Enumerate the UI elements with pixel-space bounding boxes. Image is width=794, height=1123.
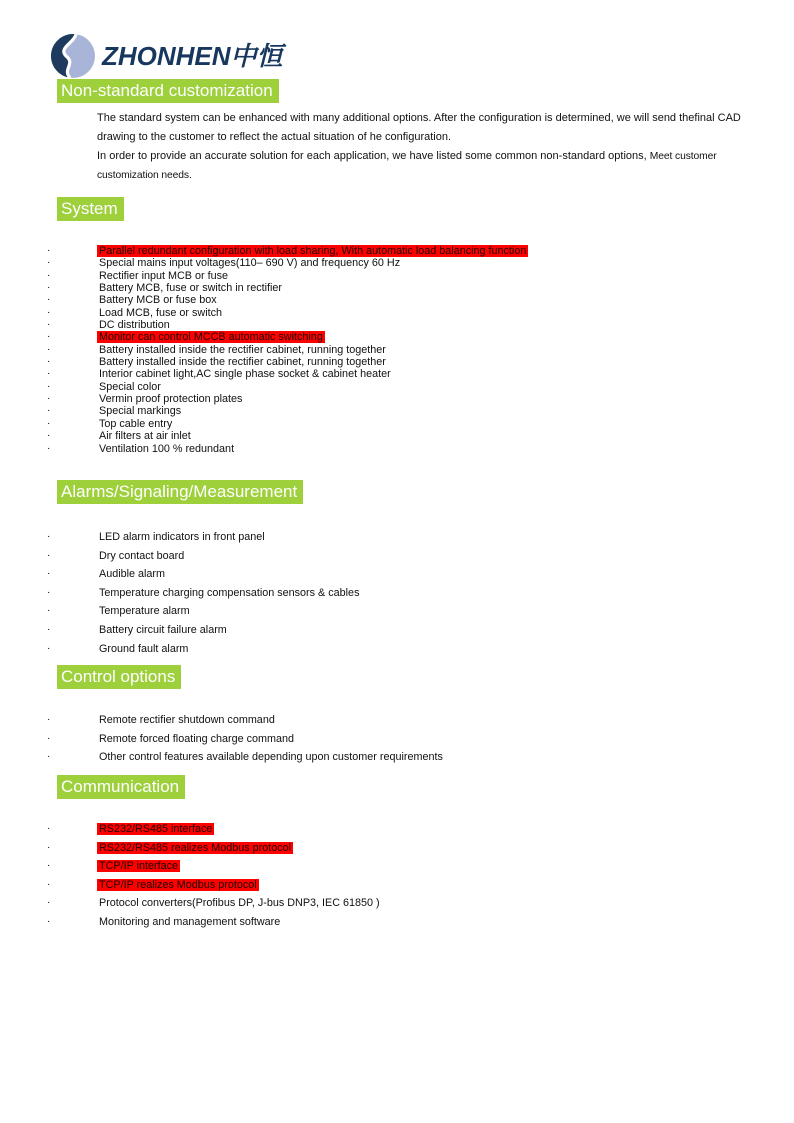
bullet-icon: ·: [47, 269, 51, 281]
list-item: [47, 839, 382, 858]
list-item-text: Audible alarm: [99, 568, 166, 581]
bullet-icon: ·: [47, 915, 51, 927]
bullet-icon: ·: [47, 586, 51, 598]
intro-paragraph: [97, 109, 741, 185]
bullet-icon: ·: [47, 430, 51, 442]
list-item-text: Monitor can control MCCB automatic switching: [99, 331, 323, 344]
list-item-text: Top cable entry: [99, 417, 173, 430]
list-item-text: Battery installed inside the rectifier cabinet, running together: [99, 343, 386, 356]
list-item-text: Battery installed inside the rectifier cabinet, running together: [99, 356, 386, 369]
heading-system: System: [57, 197, 124, 221]
bullet-icon: ·: [47, 860, 51, 872]
list-item: [47, 430, 528, 442]
list-item: [47, 282, 528, 294]
paragraph-line: [97, 166, 722, 185]
control-options-list: [47, 711, 445, 767]
bullet-icon: ·: [47, 897, 51, 909]
communication-list: [47, 820, 382, 932]
list-item: [47, 319, 528, 331]
heading-non-standard-customization: Non-standard customization: [57, 79, 279, 103]
heading-alarms-signaling-measurement: Alarms/Signaling/Measurement: [57, 480, 303, 504]
bullet-icon: ·: [47, 623, 51, 635]
bullet-icon: ·: [47, 343, 51, 355]
list-item: [47, 294, 528, 306]
paragraph-text-alt: Meet customer: [649, 151, 717, 162]
paragraph-line: drawing to the customer to reflect the actual situation of he configuration.: [97, 131, 452, 143]
list-item: [47, 894, 382, 913]
bullet-icon: ·: [47, 714, 51, 725]
list-item: [47, 245, 528, 257]
list-item: [47, 640, 361, 659]
bullet-icon: ·: [47, 393, 51, 405]
list-item-text: Monitoring and management software: [99, 915, 281, 928]
list-item: [47, 393, 528, 405]
heading-control-options: Control options: [57, 665, 181, 689]
bullet-icon: ·: [47, 841, 51, 853]
bullet-icon: ·: [47, 282, 51, 294]
list-item-text: Remote forced floating charge command: [99, 732, 295, 745]
list-item-text: Other control features available depending upon customer requirements: [99, 751, 443, 764]
bullet-icon: ·: [47, 417, 51, 429]
bullet-icon: ·: [47, 549, 51, 561]
logo-mark-icon: [50, 33, 96, 79]
heading-communication: Communication: [57, 775, 185, 799]
paragraph-line: The standard system can be enhanced with many additional options. After the configuration is determined, we will send thefinal CAD: [97, 112, 741, 124]
list-item: [47, 368, 528, 380]
bullet-icon: ·: [47, 356, 51, 368]
logo: [50, 33, 283, 79]
bullet-icon: ·: [47, 732, 51, 744]
bullet-icon: ·: [47, 605, 51, 617]
list-item: [47, 730, 445, 749]
list-item: [47, 443, 528, 455]
bullet-icon: ·: [47, 331, 51, 343]
bullet-icon: ·: [47, 751, 51, 763]
list-item: [47, 547, 361, 566]
brand-wordmark: ZHONHEN中恒: [102, 41, 283, 71]
list-item-text: Battery circuit failure alarm: [99, 623, 227, 636]
list-item-text: Special markings: [99, 405, 182, 418]
list-item-text: RS232/RS485 realizes Modbus protocol: [99, 841, 292, 854]
list-item: [47, 381, 528, 393]
bullet-icon: ·: [47, 823, 51, 834]
bullet-icon: ·: [47, 245, 51, 256]
paragraph-line: [97, 147, 722, 166]
bullet-icon: ·: [47, 568, 51, 580]
list-item-text: Special color: [99, 380, 161, 393]
system-list: [47, 245, 528, 455]
list-item: [47, 857, 382, 876]
bullet-icon: ·: [47, 306, 51, 318]
paragraph-text-alt: customization needs.: [97, 170, 192, 181]
list-item-text: LED alarm indicators in front panel: [99, 531, 265, 543]
bullet-icon: ·: [47, 405, 51, 417]
list-item: [47, 711, 445, 730]
list-item-text: Ventilation 100 % redundant: [99, 442, 235, 455]
list-item: [47, 602, 361, 621]
list-item-text: Remote rectifier shutdown command: [99, 714, 275, 726]
list-item: [47, 565, 361, 584]
list-item: [47, 344, 528, 356]
list-item-text: Dry contact board: [99, 549, 185, 562]
list-item: [47, 307, 528, 319]
list-item-text: Special mains input voltages(110– 690 V) and frequency 60 Hz: [99, 257, 401, 270]
list-item-text: Ground fault alarm: [99, 642, 189, 655]
bullet-icon: ·: [47, 257, 51, 269]
list-item-text: Air filters at air inlet: [99, 430, 191, 443]
list-item: [47, 621, 361, 640]
bullet-icon: ·: [47, 368, 51, 380]
list-item-text: Temperature alarm: [99, 605, 190, 618]
list-item: [47, 356, 528, 368]
list-item: [47, 418, 528, 430]
list-item-text: Rectifier input MCB or fuse: [99, 269, 229, 282]
list-item: [47, 528, 361, 547]
list-item-text: TCP/IP realizes Modbus protocol: [99, 878, 257, 891]
list-item-text: DC distribution: [99, 319, 170, 332]
list-item-text: Parallel redundant configuration with load sharing, With automatic load balancing function: [99, 245, 527, 257]
bullet-icon: ·: [47, 319, 51, 331]
paragraph-text: In order to provide an accurate solution for each application, we have listed some common non-standard options,: [97, 150, 650, 162]
list-item: [47, 913, 382, 932]
list-item: [47, 876, 382, 895]
list-item-text: Vermin proof protection plates: [99, 393, 243, 406]
list-item: [47, 331, 528, 343]
list-item: [47, 270, 528, 282]
list-item-text: RS232/RS485 interface: [99, 823, 213, 835]
list-item: [47, 257, 528, 269]
bullet-icon: ·: [47, 878, 51, 890]
list-item-text: Temperature charging compensation sensors & cables: [99, 586, 360, 599]
list-item: [47, 820, 382, 839]
list-item-text: Battery MCB, fuse or switch in rectifier: [99, 282, 282, 295]
bullet-icon: ·: [47, 442, 51, 454]
list-item-text: TCP/IP interface: [99, 860, 179, 873]
list-item-text: Battery MCB or fuse box: [99, 294, 217, 307]
bullet-icon: ·: [47, 531, 51, 542]
list-item: [47, 748, 445, 767]
alarms-list: [47, 528, 361, 658]
list-item-text: Protocol converters(Profibus DP, J-bus DNP3, IEC 61850 ): [99, 897, 380, 910]
bullet-icon: ·: [47, 294, 51, 306]
bullet-icon: ·: [47, 642, 51, 654]
list-item: [47, 584, 361, 603]
list-item-text: Load MCB, fuse or switch: [99, 306, 223, 319]
list-item: [47, 405, 528, 417]
bullet-icon: ·: [47, 380, 51, 392]
list-item-text: Interior cabinet light,AC single phase socket & cabinet heater: [99, 368, 391, 381]
